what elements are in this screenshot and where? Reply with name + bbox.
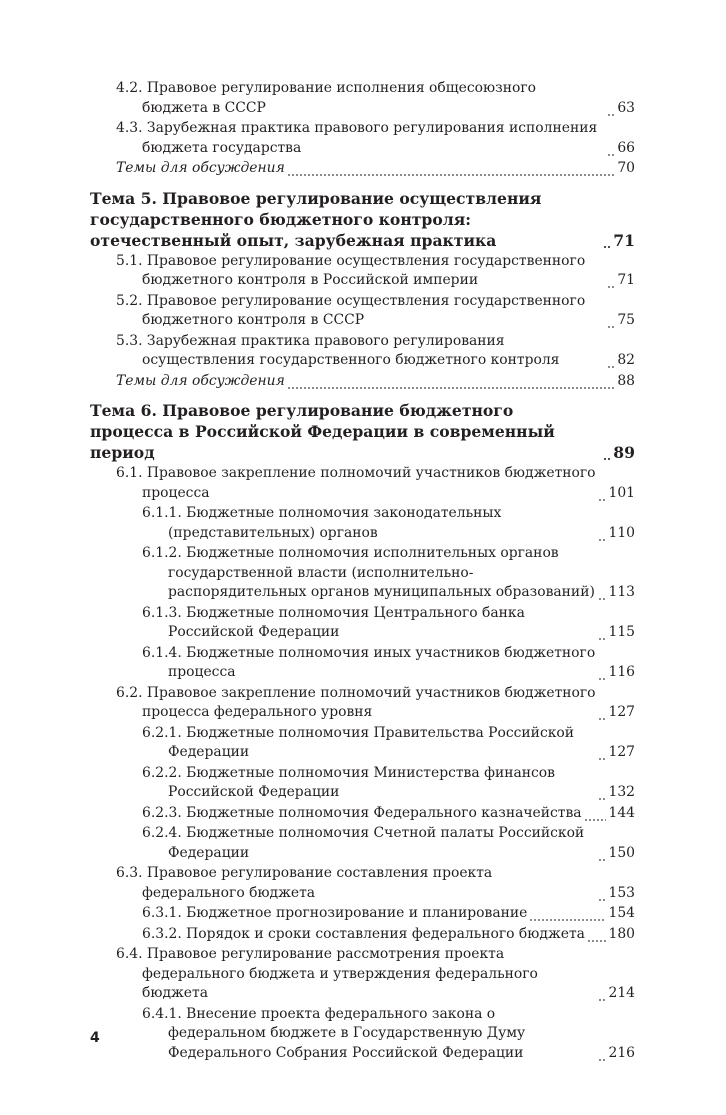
toc-entry (90, 79, 635, 118)
toc-entry-page: 88 (617, 372, 635, 389)
table-of-contents (90, 79, 635, 1064)
toc-discussion-entry (90, 159, 635, 179)
toc-entry-page: 115 (608, 624, 635, 640)
toc-entry-page: 82 (617, 352, 635, 368)
dot-leader (598, 984, 606, 1004)
dot-leader (603, 442, 611, 463)
toc-entry-title: 6.1.2. Бюджетные полномочия исполнительных органов государственной власти (исполнительно-распорядительных органов муниципальных образований) (142, 545, 595, 600)
toc-entry-title: 6.4.1. Внесение проекта федерального закона о федеральном бюджете в Государственную Думу Федерального Собрания Российской Федерации (142, 1005, 526, 1061)
toc-entry-page: 127 (608, 704, 635, 720)
dot-leader (598, 1044, 606, 1064)
toc-entry (90, 764, 635, 803)
toc-entry-page: 66 (617, 139, 635, 156)
toc-entry-title: 6.2.3. Бюджетные полномочия Федерального казначейства (142, 804, 582, 821)
toc-entry-title: 6.1.1. Бюджетные полномочия законодательных (представительных) органов (142, 505, 502, 541)
toc-entry-title: 6.2.2. Бюджетные полномочия Министерства финансов Российской Федерации (142, 764, 555, 800)
dot-leader (287, 372, 616, 392)
toc-entry (90, 252, 635, 291)
dot-leader (598, 484, 606, 504)
dot-leader (598, 844, 606, 864)
toc-entry (90, 724, 635, 763)
toc-topic-entry (90, 188, 635, 251)
dot-leader (287, 159, 616, 179)
toc-entry-title: Темы для обсуждения (116, 160, 285, 176)
toc-entry (90, 804, 635, 824)
toc-entry-title: Тема 6. Правовое регулирование бюджетного процесса в Российской Федерации в современный период (90, 401, 555, 462)
toc-entry (90, 684, 635, 723)
dot-leader (598, 583, 606, 603)
toc-entry-title: 6.3. Правовое регулирование составления проекта федерального бюджета (116, 865, 493, 901)
toc-entry-title: 5.1. Правовое регулирование осуществления государственного бюджетного контроля в Российской империи (116, 252, 586, 288)
toc-entry-page: 71 (617, 272, 635, 288)
toc-entry-title: 6.2.4. Бюджетные полномочия Счетной палаты Российской Федерации (142, 825, 585, 861)
toc-entry-title: 6.2.1. Бюджетные полномочия Правительства Российской Федерации (142, 724, 575, 760)
dot-leader (529, 904, 606, 924)
toc-entry-page: 110 (608, 524, 635, 541)
toc-entry-title: 4.2. Правовое регулирование исполнения общесоюзного бюджета в СССР (116, 80, 536, 116)
toc-entry (90, 504, 635, 543)
dot-leader (607, 99, 615, 119)
dot-leader (584, 804, 607, 824)
dot-leader (607, 351, 615, 371)
toc-entry-title: 5.2. Правовое регулирование осуществления государственного бюджетного контроля в СССР (116, 292, 586, 328)
toc-entry-page: 153 (608, 884, 635, 901)
dot-leader (598, 524, 606, 544)
toc-entry (90, 1005, 635, 1064)
dot-leader (607, 139, 615, 159)
toc-entry-title: Тема 5. Правовое регулирование осуществления государственного бюджетного контроля: отечественный опыт, зарубежная практика (90, 188, 542, 250)
toc-entry-title: 6.4. Правовое регулирование рассмотрения проекта федерального бюджета и утверждения федерального бюджета (116, 946, 538, 1001)
toc-entry-title: 6.1.3. Бюджетные полномочия Центрального банка Российской Федерации (142, 604, 525, 640)
toc-entry (90, 824, 635, 863)
toc-entry-page: 150 (608, 844, 635, 861)
toc-entry-page: 101 (608, 484, 635, 501)
toc-entry (90, 544, 635, 603)
toc-entry (90, 604, 635, 643)
toc-entry (90, 904, 635, 924)
dot-leader (598, 663, 606, 683)
toc-entry-title: 6.1.4. Бюджетные полномочия иных участников бюджетного процесса (142, 644, 596, 680)
toc-entry (90, 332, 635, 371)
dot-leader (598, 623, 606, 643)
toc-entry-title: Темы для обсуждения (116, 372, 285, 389)
toc-entry (90, 864, 635, 903)
toc-entry (90, 644, 635, 683)
toc-entry-title: 5.3. Зарубежная практика правового регулирования осуществления государственного бюджетного контроля (116, 332, 560, 368)
dot-leader (607, 271, 615, 291)
toc-entry (90, 119, 635, 158)
page-number: 4 (90, 1030, 100, 1046)
toc-entry-title: 4.3. Зарубежная практика правового регулирования исполнения бюджета государства (116, 120, 598, 156)
toc-entry-title: 6.3.1. Бюджетное прогнозирование и планирование (142, 905, 528, 921)
toc-topic-entry (90, 400, 635, 463)
toc-entry-title: 6.1. Правовое закрепление полномочий участников бюджетного процесса (116, 465, 596, 501)
dot-leader (587, 925, 607, 945)
toc-entry-page: 70 (617, 160, 635, 176)
toc-entry-title: 6.2. Правовое закрепление полномочий участников бюджетного процесса федерального уровня (116, 684, 596, 720)
toc-entry-page: 63 (617, 99, 635, 116)
toc-entry-page: 113 (608, 584, 635, 600)
dot-leader (598, 783, 606, 803)
dot-leader (598, 703, 606, 723)
toc-entry (90, 292, 635, 331)
toc-entry-page: 216 (608, 1044, 635, 1061)
dot-leader (607, 311, 615, 331)
dot-leader (598, 743, 606, 763)
toc-entry-page: 132 (608, 784, 635, 800)
toc-entry (90, 945, 635, 1004)
dot-leader (603, 230, 611, 251)
toc-entry (90, 464, 635, 503)
toc-entry-page: 116 (608, 664, 635, 680)
toc-entry-page: 75 (617, 312, 635, 328)
toc-discussion-entry (90, 372, 635, 392)
dot-leader (598, 884, 606, 904)
toc-entry-page: 214 (608, 985, 635, 1001)
toc-entry-page: 127 (608, 744, 635, 760)
toc-entry (90, 925, 635, 945)
toc-entry-title: 6.3.2. Порядок и сроки составления федерального бюджета (142, 925, 585, 942)
toc-entry-page: 144 (608, 804, 635, 821)
toc-entry-page: 71 (613, 230, 635, 250)
toc-entry-page: 154 (608, 905, 635, 921)
toc-entry-page: 89 (613, 443, 635, 462)
toc-entry-page: 180 (608, 925, 635, 942)
